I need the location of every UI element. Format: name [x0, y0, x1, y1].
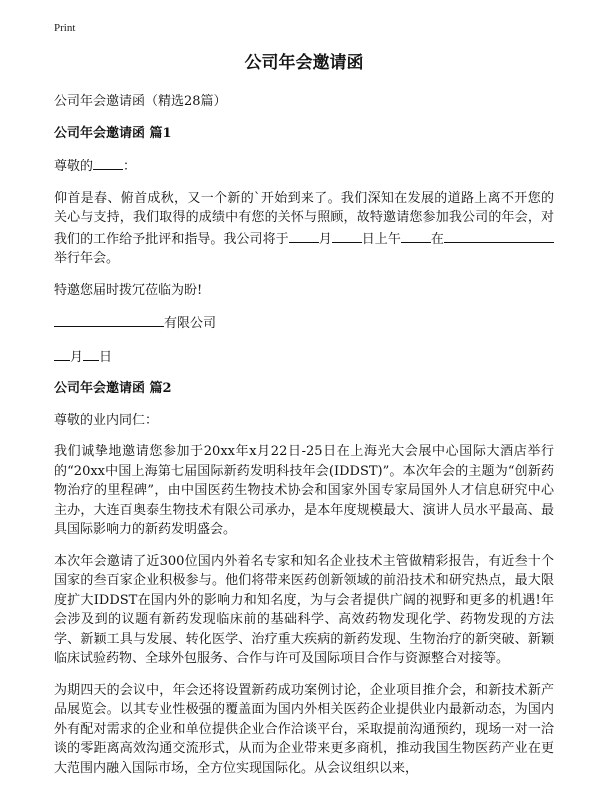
salutation-2: 尊敬的业内同仁： — [54, 412, 159, 428]
blank-line — [444, 228, 554, 243]
section2-paragraph-1: 我们诚挚地邀请您参加于20xx年x月22日-25日在上海光大会展中心国际大酒店举行的“20xx中国上海第七届国际新药发明科技年会(IDDST)”。本次年会的主题为“创新药物治疗的里程碑”，由中国医药生物技术协会和国家外国专家局国外人才信息研究中心主办，大连百奥泰生物技术有限公司承办，是本年度规模最大、演讲人员水平最高、最具国际影响力的新药发明盛会。 — [54, 444, 554, 537]
date-day: 日 — [99, 349, 113, 365]
document — [54, 46, 554, 790]
blank-line — [401, 228, 431, 243]
section1-paragraph-2: 特邀您届时拨冗莅临为盼! — [54, 282, 203, 298]
para1-day: 日上午 — [361, 231, 401, 247]
print-link[interactable]: Print — [54, 22, 76, 34]
blank-line — [289, 228, 319, 243]
blank-line — [93, 155, 123, 170]
signature-date — [54, 346, 554, 368]
blank-line — [83, 346, 99, 361]
blank-line — [54, 312, 164, 327]
section2-paragraph-2: 本次年会邀请了近300位国内外着名专家和知名企业技术主管做精彩报告，有近叁十个国家的叁百家企业积极参与。他们将带来医药创新领域的前沿技术和研究热点，最大限度扩大IDDST在国内外的影响力和知名度，为与会者提供广阔的视野和更多的机遇!年会涉及到的议题有新药发现临床前的基础科学、高效药物发现化学、药物发现的方法学、新颖工具与发展、转化医学、治疗重大疾病的新药发现、生物治疗的新突破、新颖临床试验药物、全球外包服务、合作与许可及国际项目合作与资源整合对接等。 — [54, 553, 554, 666]
para1-month: 月 — [318, 231, 332, 247]
salutation-1 — [54, 155, 554, 177]
company-signature — [54, 312, 554, 334]
para1-at: 在 — [430, 231, 444, 247]
para1-text: 仰首是春、俯首成秋，又一个新的`开始到来了。我们深知在发展的道路上离不开您的关心与支持，我们取得的成绩中有您的关怀与照顾，故特邀请您参加我公司的年会，对我们的工作给予批评和指导。我公司将于 — [54, 190, 554, 247]
section1-paragraph-1 — [54, 189, 554, 269]
section2-paragraph-3: 为期四天的会议中，年会还将设置新药成功案例讨论，企业项目推介会，和新技术新产品展览会。以其专业性极强的覆盖面为国内外相关医药企业提供业内最新动态，为国内外有配对需求的企业和单位提供企业合作洽谈平台，采取提前沟通预约，现场一对一洽谈的零距离高效沟通交流形式，从而为企业带来更多商机，推动我国生物医药产业在更大范围内融入国际市场，全方位实现国际化。从会议组织以来， — [54, 682, 554, 776]
section-heading-1: 公司年会邀请函 篇1 — [54, 125, 172, 141]
salutation-prefix: 尊敬的 — [54, 159, 94, 174]
company-suffix: 有限公司 — [164, 316, 217, 331]
para1-end: 举行年会。 — [54, 251, 120, 266]
blank-line — [54, 346, 70, 361]
blank-line — [332, 228, 362, 243]
salutation-suffix: ： — [123, 159, 137, 174]
page-title: 公司年会邀请函 — [244, 53, 364, 73]
document-subtitle: 公司年会邀请函（精选28篇） — [54, 94, 227, 109]
date-month: 月 — [70, 349, 84, 365]
section-heading-2: 公司年会邀请函 篇2 — [54, 381, 172, 396]
